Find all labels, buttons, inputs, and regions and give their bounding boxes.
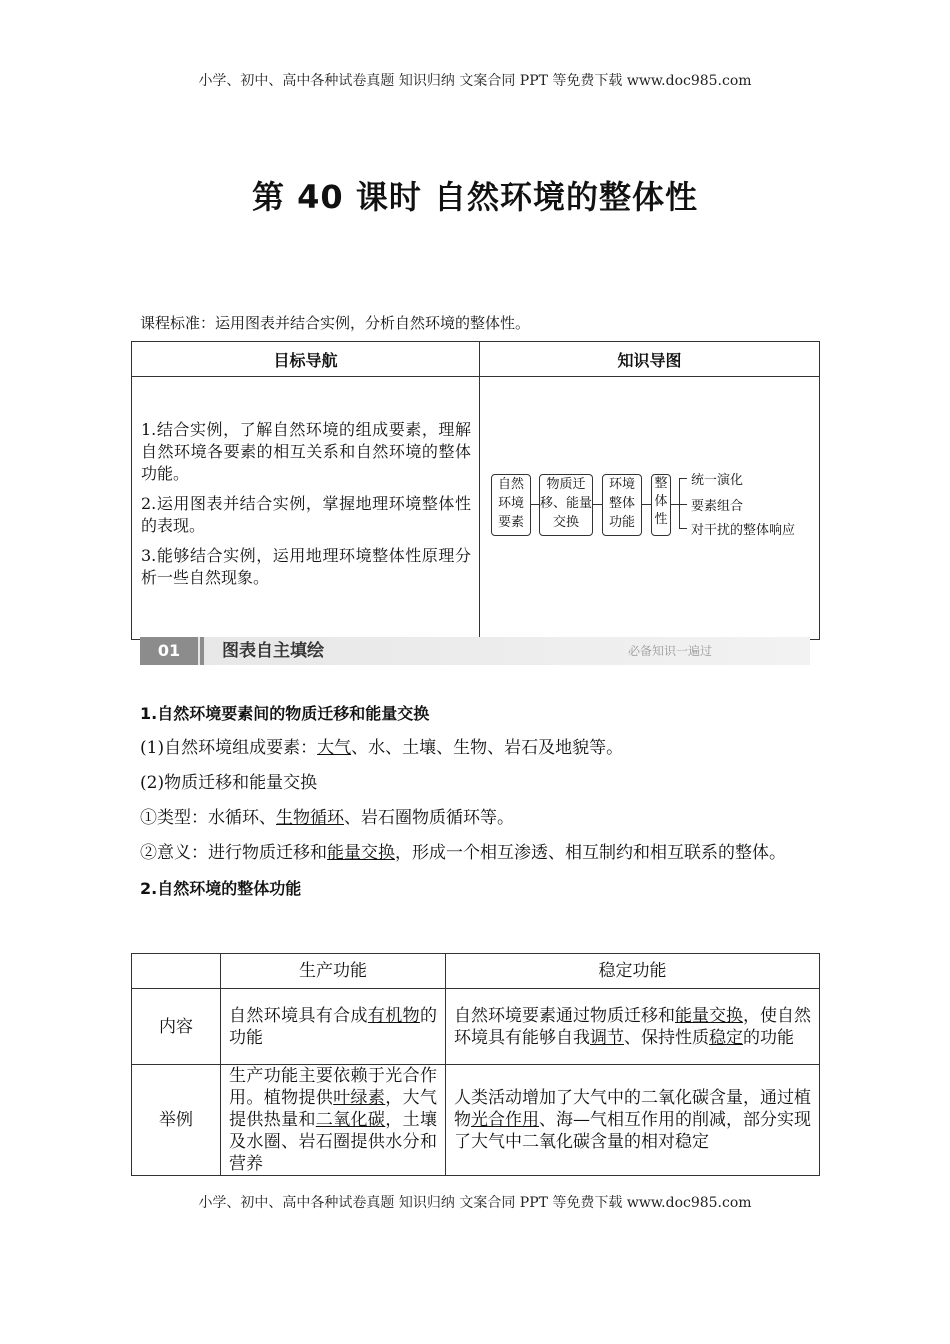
- paragraph: ②意义：进行物质迁移和能量交换，形成一个相互渗透、相互制约和相互联系的整体。: [140, 843, 786, 863]
- map-branch: 统一演化: [691, 473, 744, 488]
- col-header-production: 生产功能: [221, 954, 446, 989]
- page-footer: 小学、初中、高中各种试卷真题 知识归纳 文案合同 PPT 等免费下载 www.doc985.com: [198, 1195, 752, 1211]
- overview-table: [131, 341, 820, 640]
- paragraph: (1)自然环境组成要素：大气、水、土壤、生物、岩石及地貌等。: [140, 738, 624, 758]
- content-stability: 自然环境要素通过物质迁移和能量交换，使自然环境具有能够自我调节、保持性质稳定的功能: [446, 989, 820, 1065]
- knowledge-map-cell: [480, 377, 820, 640]
- page-title: 第 40 课时 自然环境的整体性: [252, 178, 698, 216]
- banner-title: 图表自主填绘: [222, 641, 324, 661]
- course-standard: 课程标准：运用图表并结合实例，分析自然环境的整体性。: [140, 314, 531, 332]
- goals-cell: [132, 377, 480, 640]
- page-header: 小学、初中、高中各种试卷真题 知识归纳 文案合同 PPT 等免费下载 www.doc985.com: [198, 73, 752, 89]
- knowledge-map: [481, 378, 818, 638]
- section-banner: [140, 637, 810, 665]
- row-label-example: 举例: [132, 1065, 221, 1176]
- map-box-function: 环境整体功能: [602, 474, 642, 536]
- goal-item: 2.运用图表并结合实例，掌握地理环境整体性的表现。: [141, 494, 471, 535]
- example-production: 生产功能主要依赖于光合作用。植物提供叶绿素，大气提供热量和二氧化碳，土壤及水圈、岩石圈提供水分和营养: [221, 1065, 446, 1176]
- goal-item: 3.能够结合实例，运用地理环境整体性原理分析一些自然现象。: [141, 546, 471, 587]
- section-1: [140, 696, 815, 906]
- goal-item: 1.结合实例，了解自然环境的组成要素，理解自然环境各要素的相互关系和自然环境的整体功能。: [141, 420, 471, 483]
- map-header: 知识导图: [480, 342, 820, 377]
- content-production: 自然环境具有合成有机物的功能: [221, 989, 446, 1065]
- map-branch: 对干扰的整体响应: [691, 523, 796, 538]
- function-table: [131, 953, 820, 1176]
- map-box-integrity: 整体性: [651, 474, 671, 536]
- banner-number: 01: [140, 637, 198, 665]
- col-header-stability: 稳定功能: [446, 954, 820, 989]
- paragraph: (2)物质迁移和能量交换: [140, 773, 318, 793]
- section-2-heading: 2.自然环境的整体功能: [140, 879, 302, 898]
- map-box-elements: 自然环境要素: [491, 474, 531, 536]
- paragraph: ①类型：水循环、生物循环、岩石圈物质循环等。: [140, 808, 514, 828]
- row-label-content: 内容: [132, 989, 221, 1065]
- section-1-heading: 1.自然环境要素间的物质迁移和能量交换: [140, 704, 430, 723]
- map-branch: 要素组合: [691, 499, 744, 514]
- banner-subtitle: 必备知识一遍过: [627, 644, 712, 658]
- goals-header: 目标导航: [132, 342, 480, 377]
- example-stability: 人类活动增加了大气中的二氧化碳含量，通过植物光合作用、海—气相互作用的削减，部分实现了大气中二氧化碳含量的相对稳定: [446, 1065, 820, 1176]
- map-box-exchange: 物质迁移、能量交换: [539, 474, 593, 536]
